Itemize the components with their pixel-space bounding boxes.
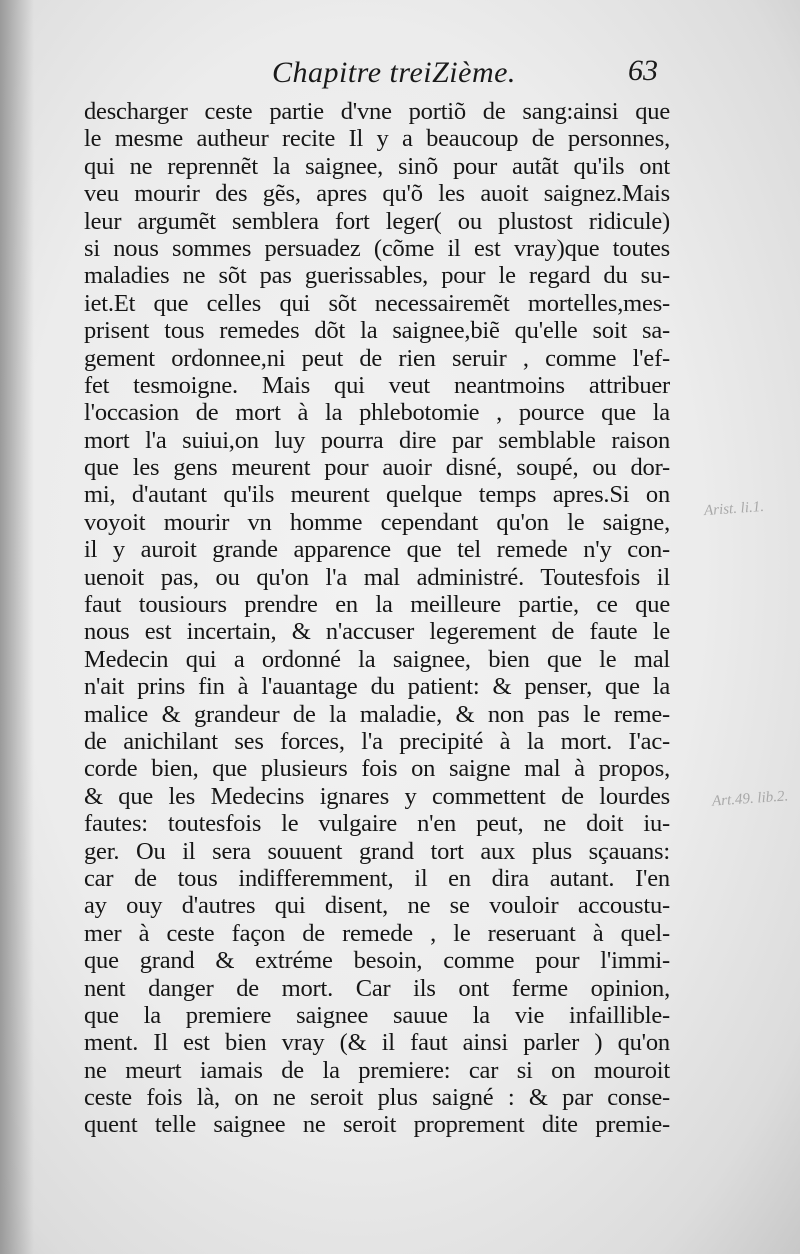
text-line: corde bien, que plusieurs fois on saigne mal à propos, xyxy=(84,755,670,783)
text-line: ger. Ou il sera souuent grand tort aux plus sçauans: xyxy=(84,837,670,865)
margin-note: Art.49. lib.2. xyxy=(711,788,789,810)
text-line: que la premiere saignee sauue la vie infaillible- xyxy=(84,1001,670,1029)
text-line: descharger ceste partie d'vne portiõ de sang:ainsi que xyxy=(84,98,670,125)
body-text xyxy=(84,98,670,1139)
text-line: malice & grandeur de la maladie, & non pas le reme- xyxy=(84,700,670,728)
text-line: mort l'a suiui,on luy pourra dire par semblable raison xyxy=(84,426,670,454)
text-line: quent telle saignee ne seroit proprement dite premie- xyxy=(84,1111,670,1139)
text-line: il y auroit grande apparence que tel remede n'y con- xyxy=(84,536,670,564)
text-line: car de tous indifferemment, il en dira autant. I'en xyxy=(84,864,670,892)
text-line: veu mourir des gẽs, apres qu'õ les auoit saignez.Mais xyxy=(84,180,670,208)
text-line: ne meurt iamais de la premiere: car si on mouroit xyxy=(84,1056,670,1084)
text-line: mer à ceste façon de remede , le reseruant à quel- xyxy=(84,919,670,947)
text-line: Medecin qui a ordonné la saignee, bien que le mal xyxy=(84,645,670,673)
text-line: si nous sommes persuadez (cõme il est vray)que toutes xyxy=(84,234,670,262)
running-head xyxy=(0,52,800,96)
text-line: ceste fois là, on ne seroit plus saigné : & par conse- xyxy=(84,1084,670,1112)
text-line: ment. Il est bien vray (& il faut ainsi parler ) qu'on xyxy=(84,1029,670,1057)
text-line: gement ordonnee,ni peut de rien seruir , comme l'ef- xyxy=(84,344,670,372)
margin-note: Arist. li.1. xyxy=(703,498,765,520)
text-line: prisent tous remedes dõt la saignee,biẽ qu'elle soit sa- xyxy=(84,317,670,345)
text-line: fautes: toutesfois le vulgaire n'en peut, ne doit iu- xyxy=(84,810,670,838)
text-line: voyoit mourir vn homme cependant qu'on le saigne, xyxy=(84,508,670,536)
page-number: 63 xyxy=(628,54,658,87)
text-line: ay ouy d'autres qui disent, ne se vouloir accoustu- xyxy=(84,892,670,920)
text-line: maladies ne sõt pas guerissables, pour le regard du su- xyxy=(84,262,670,290)
text-line: & que les Medecins ignares y commettent de lourdes xyxy=(84,782,670,810)
text-line: le mesme autheur recite Il y a beaucoup de personnes, xyxy=(84,125,670,153)
gutter-shadow xyxy=(0,0,34,1254)
text-line: de anichilant ses forces, l'a precipité à la mort. I'ac- xyxy=(84,727,670,755)
text-line: nent danger de mort. Car ils ont ferme opinion, xyxy=(84,974,670,1002)
text-line: que les gens meurent pour auoir disné, soupé, ou dor- xyxy=(84,454,670,482)
text-line: que grand & extréme besoin, comme pour l'immi- xyxy=(84,947,670,975)
text-line: n'ait prins fin à l'auantage du patient: & penser, que la xyxy=(84,673,670,701)
text-line: uenoit pas, ou qu'on l'a mal administré. Toutesfois il xyxy=(84,563,670,591)
text-line: l'occasion de mort à la phlebotomie , pource que la xyxy=(84,399,670,427)
text-line: mi, d'autant qu'ils meurent quelque temps apres.Si on xyxy=(84,481,670,509)
text-line: leur argumẽt semblera fort leger( ou plustost ridicule) xyxy=(84,207,670,235)
chapter-title: Chapitre treiZième. xyxy=(272,56,516,89)
text-line: iet.Et que celles qui sõt necessairemẽt mortelles,mes- xyxy=(84,289,670,317)
text-line: fet tesmoigne. Mais qui veut neantmoins attribuer xyxy=(84,371,670,399)
text-line: faut tousiours prendre en la meilleure partie, ce que xyxy=(84,591,670,619)
text-line: nous est incertain, & n'accuser legerement de faute le xyxy=(84,618,670,646)
text-line: qui ne reprennẽt la saignee, sinõ pour autãt qu'ils ont xyxy=(84,152,670,180)
